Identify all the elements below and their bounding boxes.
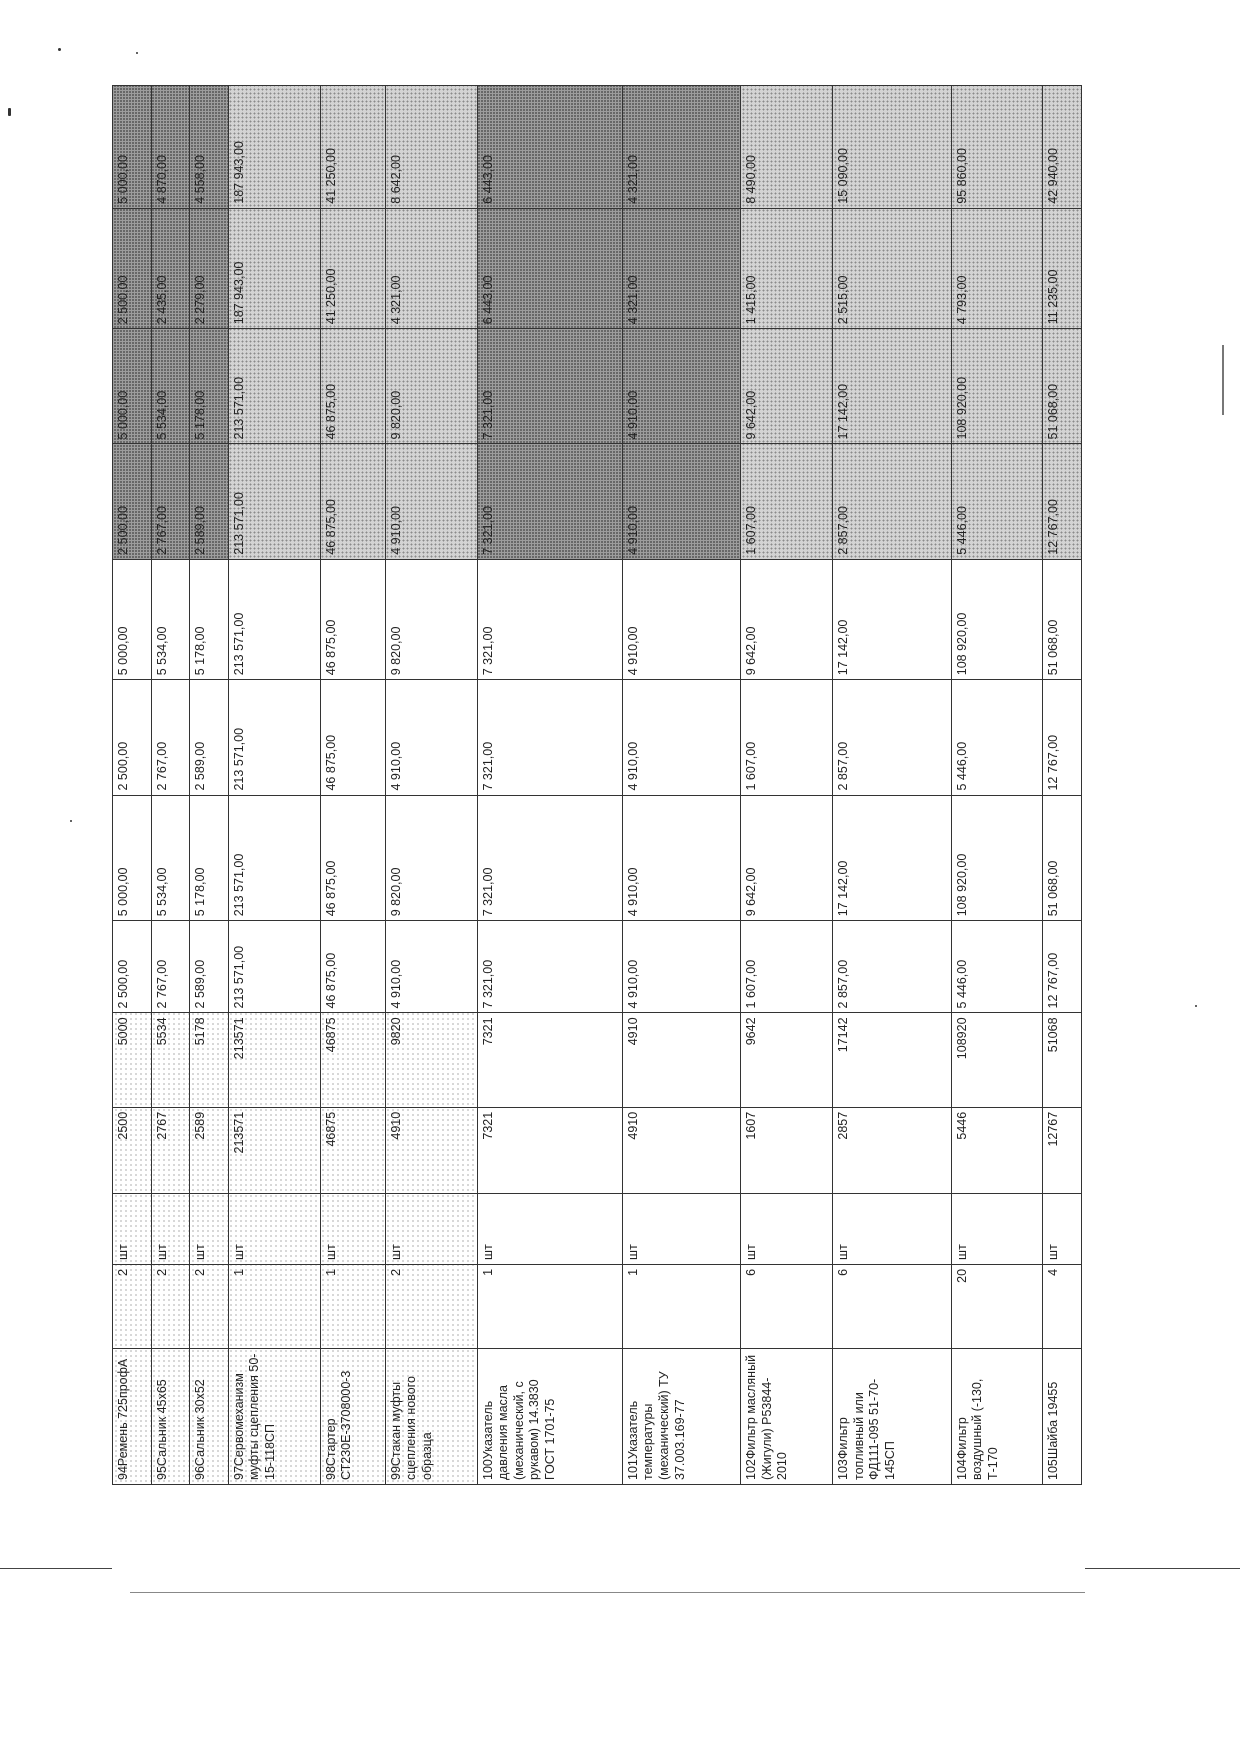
price-4-cell: 4 321,00 [622, 208, 740, 329]
sum-3-cell: 9 820,00 [385, 329, 477, 444]
price-2-cell: 12 767,00 [1043, 680, 1082, 795]
price-int-cell: 2500 [113, 1107, 152, 1193]
item-name: Шайба 19455 [1046, 1381, 1061, 1460]
rotated-table-wrapper [112, 85, 1082, 1485]
sum-int-cell: 5000 [113, 1013, 152, 1107]
scan-speck [8, 108, 11, 116]
sum-3-cell: 213 571,00 [228, 329, 320, 444]
sum-2-cell: 7 321,00 [477, 559, 622, 680]
unit-cell: шт [741, 1193, 833, 1264]
sum-2-cell: 5 000,00 [113, 559, 152, 680]
sum-int-cell: 213571 [228, 1013, 320, 1107]
item-cell [151, 1348, 190, 1484]
price-3-cell: 2 500,00 [113, 444, 152, 559]
sum-3-cell: 5 178,00 [190, 329, 229, 444]
scan-bottom-rule [1085, 1568, 1240, 1569]
scan-speck [70, 820, 72, 822]
qty-cell: 6 [741, 1264, 833, 1348]
sum-2-cell: 4 910,00 [622, 559, 740, 680]
sum-3-cell: 108 920,00 [951, 329, 1043, 444]
price-2-cell: 4 910,00 [622, 680, 740, 795]
row-number: 102 [744, 1459, 759, 1480]
unit-cell: шт [190, 1193, 229, 1264]
row-number: 97 [231, 1466, 246, 1480]
price-3-cell: 213 571,00 [228, 444, 320, 559]
price-int-cell: 7321 [477, 1107, 622, 1193]
item-cell [951, 1348, 1043, 1484]
item-name: Сальник 45х65 [154, 1379, 169, 1467]
table-row [741, 86, 833, 1485]
unit-cell: шт [622, 1193, 740, 1264]
sum-2-cell: 17 142,00 [833, 559, 951, 680]
sum-2-cell: 9 642,00 [741, 559, 833, 680]
price-4-cell: 4 321,00 [385, 208, 477, 329]
price-1-cell: 2 589,00 [190, 921, 229, 1013]
table-row [622, 86, 740, 1485]
row-number: 98 [323, 1466, 338, 1480]
table-row [477, 86, 622, 1485]
price-int-cell: 46875 [320, 1107, 385, 1193]
sum-3-cell: 4 910,00 [622, 329, 740, 444]
sum-3-cell: 5 000,00 [113, 329, 152, 444]
price-4-cell: 4 793,00 [951, 208, 1043, 329]
sum-4-cell: 187 943,00 [228, 86, 320, 209]
price-1-cell: 2 500,00 [113, 921, 152, 1013]
sum-4-cell: 4 321,00 [622, 86, 740, 209]
item-cell [833, 1348, 951, 1484]
qty-cell: 1 [320, 1264, 385, 1348]
sum-2-cell: 108 920,00 [951, 559, 1043, 680]
price-2-cell: 2 857,00 [833, 680, 951, 795]
table-row [320, 86, 385, 1485]
price-4-cell: 2 435,00 [151, 208, 190, 329]
sum-1-cell: 4 910,00 [622, 795, 740, 921]
row-number: 94 [116, 1466, 130, 1480]
row-number: 103 [836, 1459, 851, 1480]
price-4-cell: 187 943,00 [228, 208, 320, 329]
price-1-cell: 46 875,00 [320, 921, 385, 1013]
price-1-cell: 4 910,00 [622, 921, 740, 1013]
price-2-cell: 213 571,00 [228, 680, 320, 795]
price-2-cell: 2 767,00 [151, 680, 190, 795]
price-int-cell: 213571 [228, 1107, 320, 1193]
sum-4-cell: 5 000,00 [113, 86, 152, 209]
item-name: Стартер СТ230Е-3708000-3 [323, 1370, 354, 1480]
item-name: Фильтр масляный (Жигули) Р53844-2010 [744, 1354, 790, 1480]
item-cell [113, 1348, 152, 1484]
price-2-cell: 7 321,00 [477, 680, 622, 795]
row-number: 100 [480, 1459, 495, 1480]
qty-cell: 20 [951, 1264, 1043, 1348]
price-3-cell: 2 857,00 [833, 444, 951, 559]
price-1-cell: 12 767,00 [1043, 921, 1082, 1013]
item-cell [228, 1348, 320, 1484]
table-row [951, 86, 1043, 1485]
scan-bottom-rule [0, 1568, 112, 1569]
price-int-cell: 4910 [622, 1107, 740, 1193]
sum-int-cell: 4910 [622, 1013, 740, 1107]
price-3-cell: 5 446,00 [951, 444, 1043, 559]
price-3-cell: 1 607,00 [741, 444, 833, 559]
price-4-cell: 11 235,00 [1043, 208, 1082, 329]
item-cell [190, 1348, 229, 1484]
price-4-cell: 2 500,00 [113, 208, 152, 329]
price-1-cell: 5 446,00 [951, 921, 1043, 1013]
sum-1-cell: 5 534,00 [151, 795, 190, 921]
sum-2-cell: 213 571,00 [228, 559, 320, 680]
qty-cell: 4 [1043, 1264, 1082, 1348]
item-cell [477, 1348, 622, 1484]
table-row [190, 86, 229, 1485]
price-3-cell: 46 875,00 [320, 444, 385, 559]
row-number: 101 [625, 1459, 640, 1480]
sum-1-cell: 213 571,00 [228, 795, 320, 921]
item-name: Стакан муфты сцепления нового образца [388, 1376, 434, 1480]
sum-1-cell: 108 920,00 [951, 795, 1043, 921]
price-int-cell: 1607 [741, 1107, 833, 1193]
price-2-cell: 4 910,00 [385, 680, 477, 795]
item-name: Указатель температуры (механический) ТУ 37.003.169-77 [625, 1371, 687, 1480]
item-cell [320, 1348, 385, 1484]
sum-1-cell: 46 875,00 [320, 795, 385, 921]
item-name: Ремень 725профА [116, 1358, 130, 1467]
table-row [151, 86, 190, 1485]
sum-int-cell: 51068 [1043, 1013, 1082, 1107]
qty-cell: 2 [151, 1264, 190, 1348]
price-3-cell: 2 589,00 [190, 444, 229, 559]
item-name: Сервомеханизм муфты сцепления 50-15-118СП [231, 1353, 277, 1480]
unit-cell: шт [113, 1193, 152, 1264]
sum-int-cell: 9642 [741, 1013, 833, 1107]
sum-3-cell: 5 534,00 [151, 329, 190, 444]
sum-4-cell: 8 642,00 [385, 86, 477, 209]
price-int-cell: 4910 [385, 1107, 477, 1193]
price-3-cell: 4 910,00 [622, 444, 740, 559]
row-number: 104 [954, 1459, 969, 1480]
row-number: 95 [154, 1466, 169, 1480]
row-number: 96 [193, 1466, 208, 1480]
table-row [228, 86, 320, 1485]
sum-int-cell: 108920 [951, 1013, 1043, 1107]
sum-3-cell: 51 068,00 [1043, 329, 1082, 444]
item-cell [1043, 1348, 1082, 1484]
sum-4-cell: 15 090,00 [833, 86, 951, 209]
price-1-cell: 2 767,00 [151, 921, 190, 1013]
item-name: Сальник 30х52 [193, 1379, 208, 1467]
price-2-cell: 2 589,00 [190, 680, 229, 795]
sum-1-cell: 17 142,00 [833, 795, 951, 921]
sum-2-cell: 5 534,00 [151, 559, 190, 680]
unit-cell: шт [951, 1193, 1043, 1264]
unit-cell: шт [833, 1193, 951, 1264]
item-cell [741, 1348, 833, 1484]
price-int-cell: 2767 [151, 1107, 190, 1193]
price-4-cell: 1 415,00 [741, 208, 833, 329]
item-cell [385, 1348, 477, 1484]
sum-3-cell: 9 642,00 [741, 329, 833, 444]
item-name: Указатель давления масла (механический, с рукавом) 14.3830 ГОСТ 1701-75 [480, 1379, 558, 1480]
price-int-cell: 2589 [190, 1107, 229, 1193]
scan-speck [1195, 1005, 1197, 1007]
sum-4-cell: 95 860,00 [951, 86, 1043, 209]
sum-4-cell: 4 870,00 [151, 86, 190, 209]
table-row [385, 86, 477, 1485]
price-2-cell: 46 875,00 [320, 680, 385, 795]
sum-4-cell: 6 443,00 [477, 86, 622, 209]
qty-cell: 2 [190, 1264, 229, 1348]
unit-cell: шт [1043, 1193, 1082, 1264]
price-3-cell: 12 767,00 [1043, 444, 1082, 559]
row-number: 105 [1046, 1459, 1061, 1480]
price-3-cell: 7 321,00 [477, 444, 622, 559]
sum-4-cell: 41 250,00 [320, 86, 385, 209]
scan-bottom-rule [130, 1592, 1085, 1593]
price-3-cell: 4 910,00 [385, 444, 477, 559]
sum-3-cell: 46 875,00 [320, 329, 385, 444]
qty-cell: 1 [622, 1264, 740, 1348]
price-4-cell: 41 250,00 [320, 208, 385, 329]
sum-int-cell: 5178 [190, 1013, 229, 1107]
scan-speck [58, 48, 61, 51]
price-4-cell: 2 515,00 [833, 208, 951, 329]
price-4-cell: 2 279,00 [190, 208, 229, 329]
item-cell [622, 1348, 740, 1484]
sum-1-cell: 9 642,00 [741, 795, 833, 921]
sum-2-cell: 51 068,00 [1043, 559, 1082, 680]
scan-speck [136, 52, 138, 54]
row-number: 99 [388, 1466, 403, 1480]
sum-1-cell: 9 820,00 [385, 795, 477, 921]
table-row [1043, 86, 1082, 1485]
price-1-cell: 213 571,00 [228, 921, 320, 1013]
sum-1-cell: 51 068,00 [1043, 795, 1082, 921]
price-int-cell: 12767 [1043, 1107, 1082, 1193]
sum-int-cell: 7321 [477, 1013, 622, 1107]
sum-3-cell: 7 321,00 [477, 329, 622, 444]
unit-cell: шт [477, 1193, 622, 1264]
qty-cell: 6 [833, 1264, 951, 1348]
unit-cell: шт [385, 1193, 477, 1264]
sum-1-cell: 5 178,00 [190, 795, 229, 921]
sum-2-cell: 9 820,00 [385, 559, 477, 680]
price-int-cell: 5446 [951, 1107, 1043, 1193]
price-1-cell: 4 910,00 [385, 921, 477, 1013]
sum-2-cell: 46 875,00 [320, 559, 385, 680]
qty-cell: 2 [113, 1264, 152, 1348]
item-name: Фильтр воздушный (-130, Т-170 [954, 1378, 1000, 1480]
price-int-cell: 2857 [833, 1107, 951, 1193]
price-4-cell: 6 443,00 [477, 208, 622, 329]
sum-2-cell: 5 178,00 [190, 559, 229, 680]
item-name: Фильтр топливный или ФД111-095 51-70-145СП [836, 1378, 897, 1480]
unit-cell: шт [320, 1193, 385, 1264]
qty-cell: 1 [228, 1264, 320, 1348]
sum-int-cell: 46875 [320, 1013, 385, 1107]
sum-4-cell: 42 940,00 [1043, 86, 1082, 209]
sum-1-cell: 7 321,00 [477, 795, 622, 921]
price-table [112, 85, 1082, 1485]
sum-4-cell: 4 558,00 [190, 86, 229, 209]
table-row [833, 86, 951, 1485]
scan-edge-line [1222, 345, 1224, 415]
sum-3-cell: 17 142,00 [833, 329, 951, 444]
price-1-cell: 7 321,00 [477, 921, 622, 1013]
price-1-cell: 1 607,00 [741, 921, 833, 1013]
sum-int-cell: 17142 [833, 1013, 951, 1107]
table-row [113, 86, 152, 1485]
unit-cell: шт [151, 1193, 190, 1264]
price-2-cell: 1 607,00 [741, 680, 833, 795]
unit-cell: шт [228, 1193, 320, 1264]
sum-int-cell: 5534 [151, 1013, 190, 1107]
sum-int-cell: 9820 [385, 1013, 477, 1107]
sum-1-cell: 5 000,00 [113, 795, 152, 921]
qty-cell: 2 [385, 1264, 477, 1348]
qty-cell: 1 [477, 1264, 622, 1348]
price-3-cell: 2 767,00 [151, 444, 190, 559]
sum-4-cell: 8 490,00 [741, 86, 833, 209]
price-1-cell: 2 857,00 [833, 921, 951, 1013]
price-2-cell: 2 500,00 [113, 680, 152, 795]
price-2-cell: 5 446,00 [951, 680, 1043, 795]
